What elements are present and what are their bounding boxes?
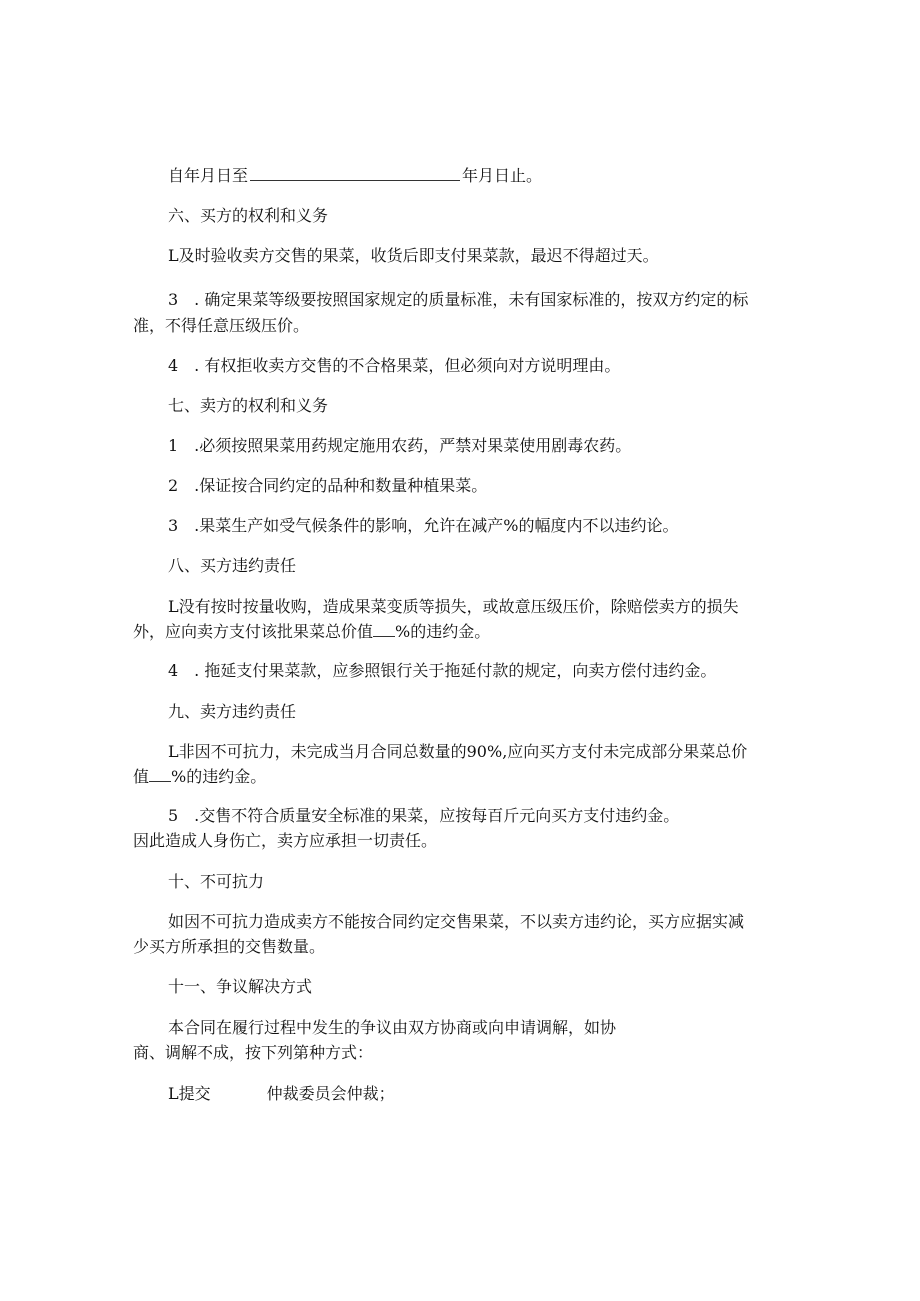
clause: 4 . 拖延支付果菜款，应参照银行关于拖延付款的规定，向卖方偿付违约金。 <box>168 661 717 680</box>
clause: 2 .保证按合同约定的品种和数量种植果菜。 <box>168 476 488 495</box>
section-heading: 八、买方违约责任 <box>168 556 297 575</box>
date-blank[interactable] <box>250 166 460 181</box>
section-heading: 十一、争议解决方式 <box>168 977 313 996</box>
section-heading: 十、不可抗力 <box>168 872 265 891</box>
term-period-line: 自年月日至 年月日止。 <box>168 166 543 185</box>
section-heading: 九、卖方违约责任 <box>168 702 297 721</box>
clause: 如因不可抗力造成卖方不能按合同约定交售果菜，不以卖方违约论，买方应据实减 <box>168 912 745 931</box>
clause: 5 .交售不符合质量安全标准的果菜，应按每百斤元向买方支付违约金。 <box>168 806 680 825</box>
clause: 1 .必须按照果菜用药规定施用农药，严禁对果菜使用剧毒农药。 <box>168 436 632 455</box>
section-heading: 六、买方的权利和义务 <box>168 206 329 225</box>
section-heading: 七、卖方的权利和义务 <box>168 396 329 415</box>
clause-continuation: 因此造成人身伤亡，卖方应承担一切责任。 <box>133 831 438 850</box>
percent-blank[interactable] <box>149 767 171 782</box>
clause-continuation: 外，应向卖方支付该批果菜总价值 %的违约金。 <box>133 622 491 641</box>
clause: L及时验收卖方交售的果菜，收货后即支付果菜款，最迟不得超过天。 <box>168 246 659 265</box>
clause: 4 . 有权拒收卖方交售的不合格果菜，但必须向对方说明理由。 <box>168 356 621 375</box>
clause: 3 . 确定果菜等级要按照国家规定的质量标准，未有国家标准的，按双方约定的标 <box>168 290 749 309</box>
clause: L提交 仲裁委员会仲裁； <box>168 1084 395 1103</box>
clause-continuation: 准，不得任意压级压价。 <box>133 316 310 335</box>
clause: 3 .果菜生产如受气候条件的影响，允许在减产%的幅度内不以违约论。 <box>168 516 679 535</box>
clause: L非因不可抗力，未完成当月合同总数量的90%,应向买方支付未完成部分果菜总价 <box>168 742 748 761</box>
clause: L没有按时按量收购，造成果菜变质等损失，或故意压级压价，除赔偿卖方的损失 <box>168 597 739 616</box>
clause-continuation: 少买方所承担的交售数量。 <box>133 937 326 956</box>
clause-continuation: 商、调解不成，按下列第种方式： <box>133 1043 374 1062</box>
clause-continuation: 值 %的违约金。 <box>133 767 267 786</box>
clause: 本合同在履行过程中发生的争议由双方协商或向申请调解，如协 <box>168 1018 617 1037</box>
percent-blank[interactable] <box>373 622 395 637</box>
